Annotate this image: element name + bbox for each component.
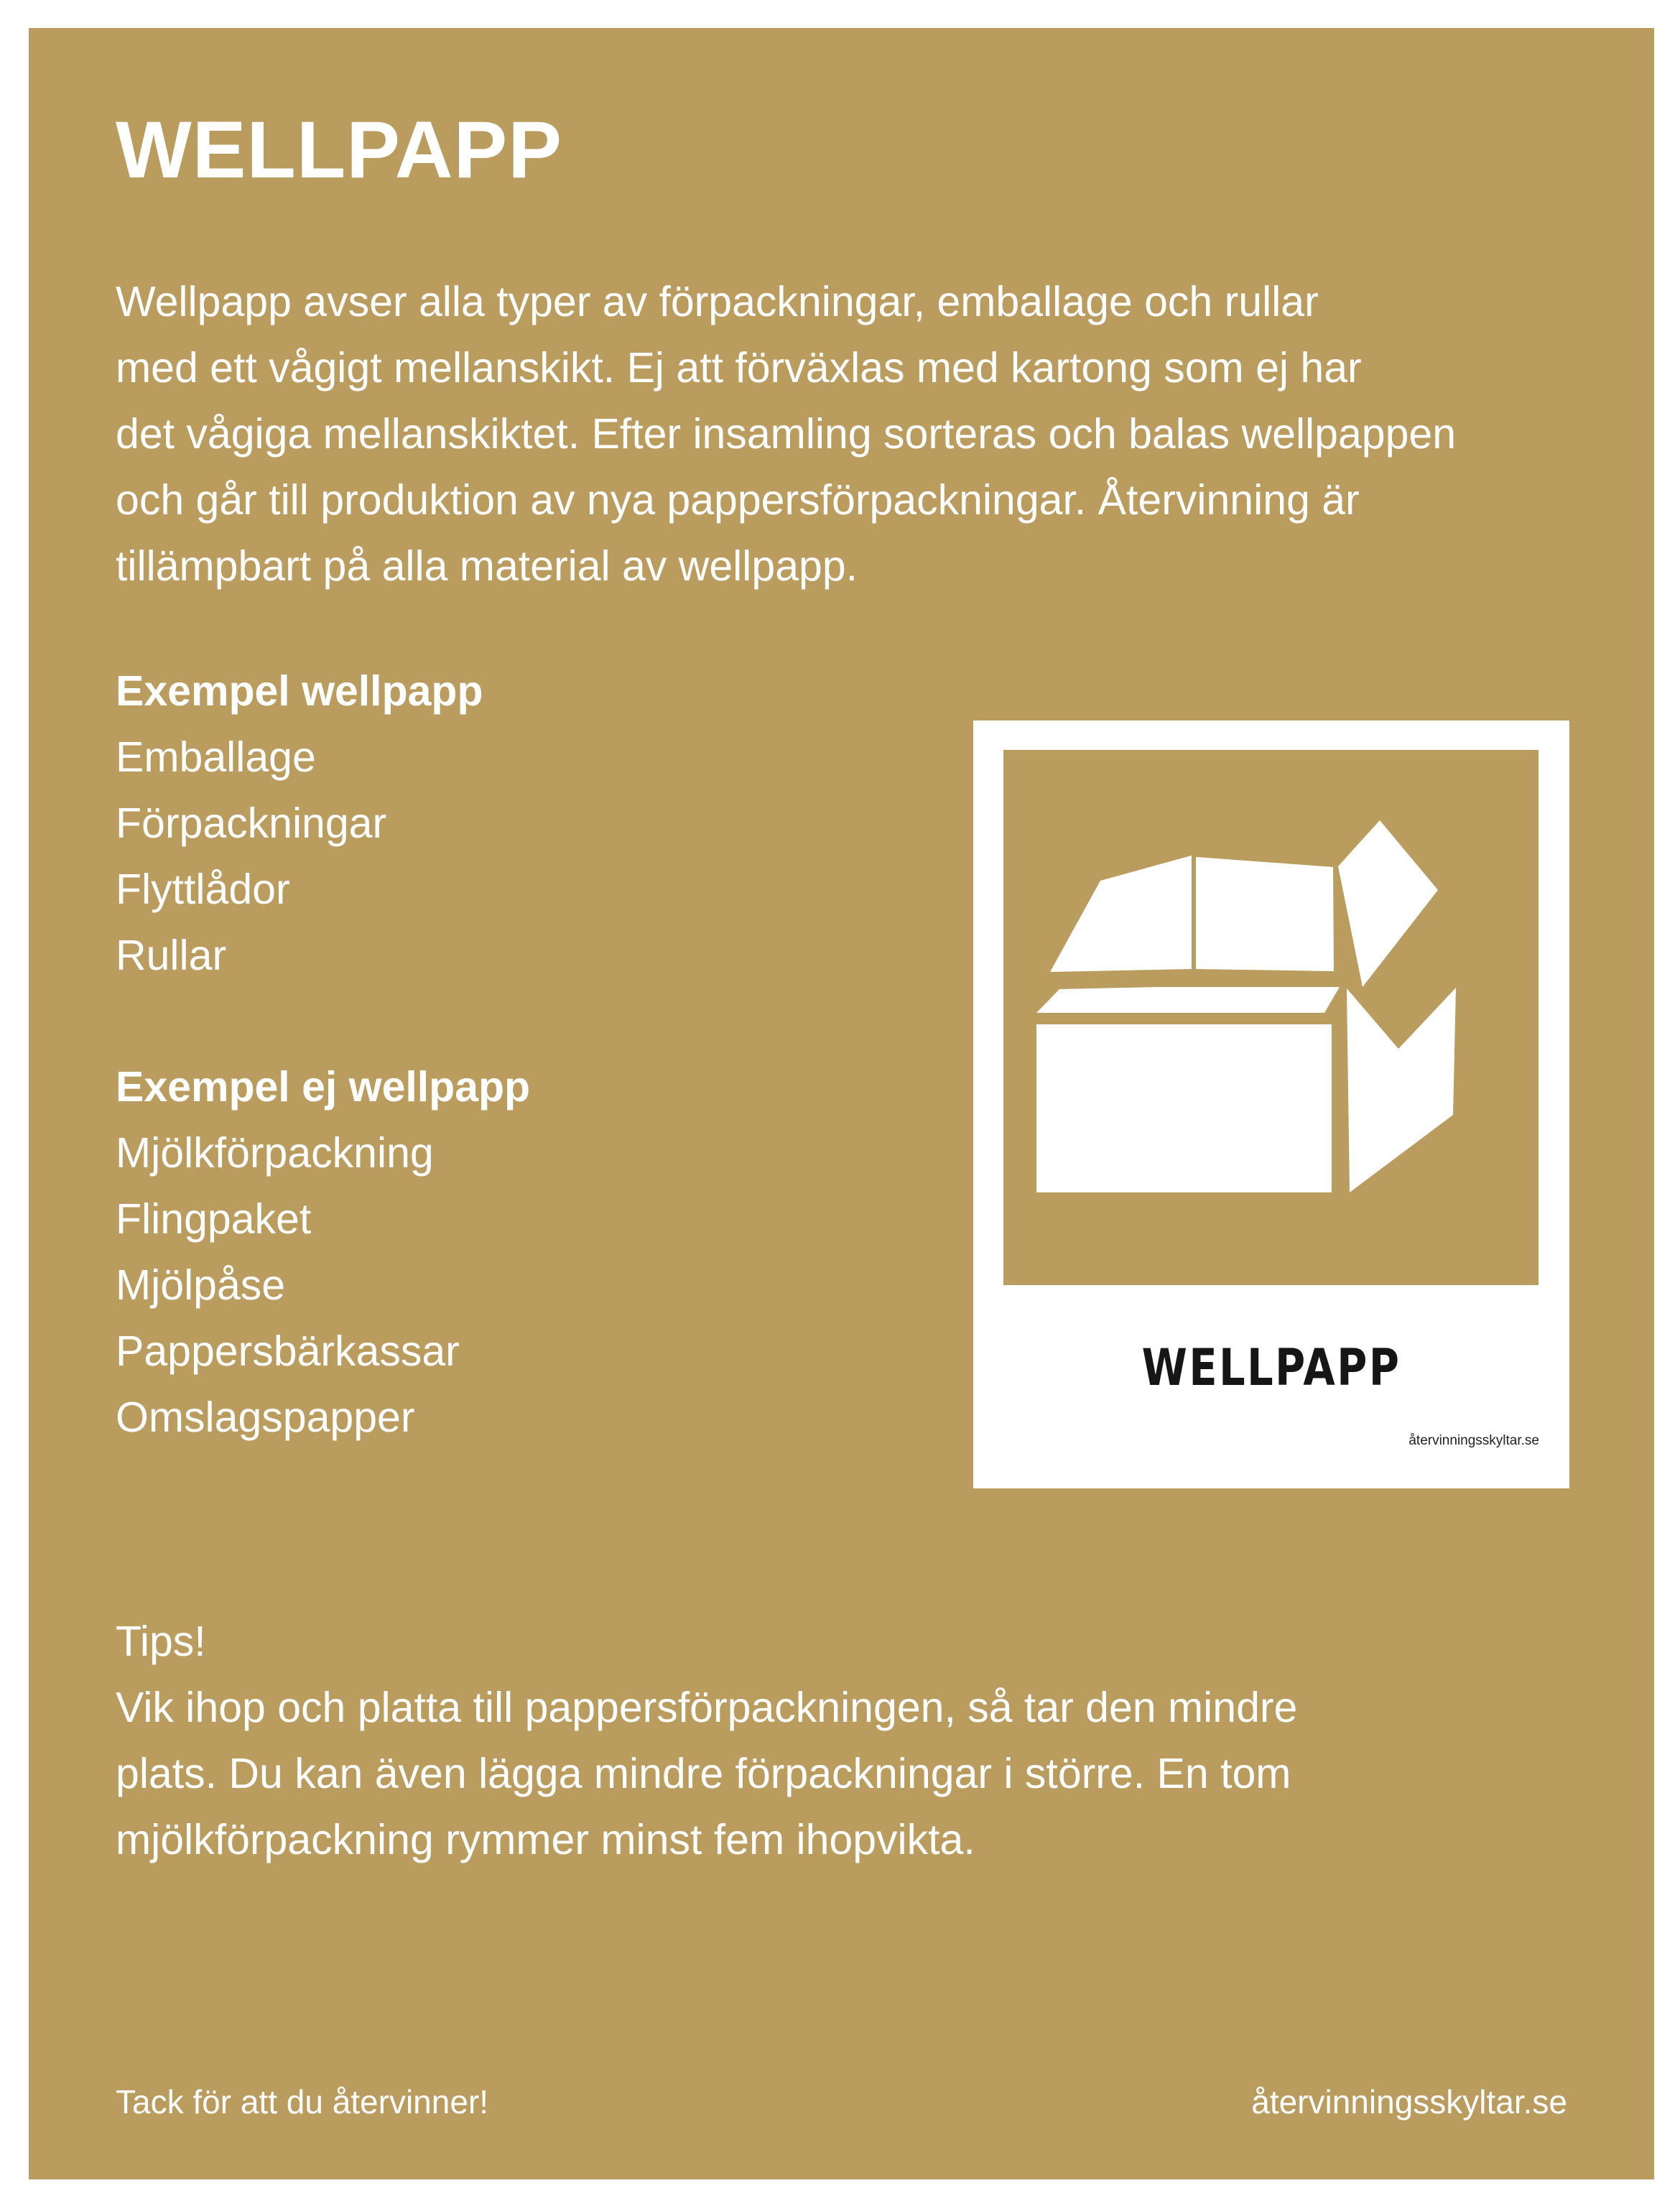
sign-icon-area [1003,750,1539,1285]
tips-line: mjölkförpackning rymmer minst fem ihopvikta. [116,1816,975,1863]
sign-label: WELLPAPP [1141,1338,1401,1397]
open-box-icon [1003,750,1539,1285]
list-item: Flingpaket [116,1195,312,1243]
page-title: WELLPAPP [116,105,562,195]
tips-line: plats. Du kan även lägga mindre förpackningar i större. En tom [116,1750,1291,1797]
intro-line: och går till produktion av nya pappersförpackningar. Återvinning är [116,476,1360,524]
list-item: Omslagspapper [116,1394,415,1441]
list-item: Mjölkförpackning [116,1129,434,1177]
sign-website: återvinningsskyltar.se [1408,1433,1539,1448]
list-item: Förpackningar [116,800,387,847]
footer-website: återvinningsskyltar.se [1251,2083,1567,2121]
examples-wellpapp-list [116,658,483,988]
examples-wellpapp-heading: Exempel wellpapp [116,667,483,715]
examples-not-wellpapp-heading: Exempel ej wellpapp [116,1063,531,1111]
list-item: Pappersbärkassar [116,1327,460,1375]
list-item: Mjölpåse [116,1261,286,1309]
intro-line: med ett vågigt mellanskikt. Ej att förväxlas med kartong som ej har [116,344,1362,391]
examples-not-wellpapp-list [116,1054,530,1450]
list-item: Flyttlådor [116,866,290,913]
intro-line: Wellpapp avser alla typer av förpackningar, emballage och rullar [116,278,1319,325]
intro-paragraph [116,269,1610,599]
intro-line: tillämpbart på alla material av wellpapp. [116,542,858,590]
list-item: Rullar [116,932,227,979]
list-item: Emballage [116,733,316,781]
intro-line: det vågiga mellanskiktet. Efter insamling sorteras och balas wellpappen [116,410,1457,458]
tips-section [116,1608,1610,1873]
tips-heading: Tips! [116,1618,206,1665]
footer-thanks: Tack för att du återvinner! [116,2083,489,2121]
tips-line: Vik ihop och platta till pappersförpackningen, så tar den mindre [116,1684,1298,1731]
wellpapp-sign [973,720,1569,1488]
info-sheet [29,28,1654,2179]
